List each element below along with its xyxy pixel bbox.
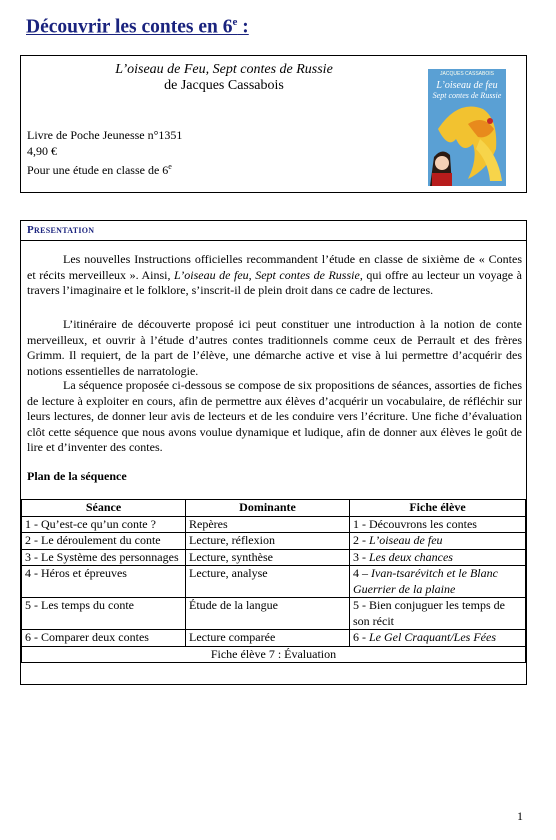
presentation-section: [20, 220, 527, 685]
book-author: de Jacques Cassabois: [164, 78, 284, 93]
cell-fiche: 3 - Les deux chances: [350, 549, 526, 566]
cell-seance: 5 - Les temps du conte: [22, 598, 186, 630]
page-number: 1: [517, 809, 523, 823]
plan-title: Plan de la séquence: [27, 469, 127, 483]
cell-dominante: Lecture, synthèse: [186, 549, 350, 566]
book-purpose: Pour une étude en classe de 6e: [27, 162, 172, 177]
book-cover-image: [428, 69, 506, 186]
cell-fiche: 4 – Ivan-tsarévitch et le Blanc Guerrier de la plaine: [350, 566, 526, 598]
table-row: [22, 549, 526, 566]
table-row: [22, 516, 526, 533]
cell-dominante: Lecture, analyse: [186, 566, 350, 598]
table-row: [22, 566, 526, 598]
page-title: Découvrir les contes en 6e :: [26, 16, 249, 38]
cover-author: JACQUES CASSABOIS: [440, 71, 494, 77]
book-details: [27, 128, 182, 179]
presentation-paragraph-1: Les nouvelles Instructions officielles recommandent l’étude en classe de sixième de « Contes et récits merveilleux ». Ainsi, L’oiseau de feu, Sept contes de Russie, qui offre au lecteur un voyage à travers l’imaginaire et le folklore, s’inscrit-il de plein droit dans ce cadre de lectures.: [27, 252, 522, 297]
section-heading: Presentation: [27, 224, 95, 236]
cell-seance: 3 - Le Système des personnages: [22, 549, 186, 566]
header-fiche: Fiche élève: [350, 500, 526, 517]
table-footer-row: [22, 646, 526, 663]
cell-fiche: 2 - L’oiseau de feu: [350, 533, 526, 550]
cell-dominante: Étude de la langue: [186, 598, 350, 630]
sequence-plan-table: [21, 499, 526, 663]
book-info-box: [20, 55, 527, 193]
cell-dominante: Repères: [186, 516, 350, 533]
cell-seance: 1 - Qu’est-ce qu’un conte ?: [22, 516, 186, 533]
book-price: 4,90 €: [27, 143, 57, 158]
cell-seance: 4 - Héros et épreuves: [22, 566, 186, 598]
header-dominante: Dominante: [186, 500, 350, 517]
presentation-paragraph-3: La séquence proposée ci-dessous se compose de six propositions de séances, assorties de fiches de lecture à exploiter en cours, afin de permettre aux élèves d’acquérir un vocabulaire, de réfléchir sur leurs lectures, de donner leur avis de lecteurs et de les conduire vers l’écriture. Une fiche d’évaluation clôt cette séquence que nous avons voulue dynamique et ludique, afin de donner aux élèves le goût de lire et d’inventer des contes.: [27, 378, 522, 454]
cell-fiche: 6 - Le Gel Craquant/Les Fées: [350, 630, 526, 647]
cell-fiche: 5 - Bien conjuguer les temps de son récit: [350, 598, 526, 630]
cell-seance: 6 - Comparer deux contes: [22, 630, 186, 647]
cover-title: L’oiseau de feu Sept contes de Russie: [432, 80, 502, 100]
presentation-paragraph-2: L’itinéraire de découverte proposé ici peut constituer une introduction à la notion de conte merveilleux, et ouvrir à l’étude d’autres contes traditionnels comme ceux de Perrault et des frères Grimm. Il requiert, de la part de l’élève, une démarche active et vise à lui permettre d’acquérir des notions essentielles de narratologie.: [27, 317, 522, 378]
book-edition: Livre de Poche Jeunesse n°1351: [27, 128, 183, 142]
table-row: [22, 533, 526, 550]
cell-dominante: Lecture comparée: [186, 630, 350, 647]
cell-dominante: Lecture, réflexion: [186, 533, 350, 550]
header-seance: Séance: [22, 500, 186, 517]
cell-seance: 2 - Le déroulement du conte: [22, 533, 186, 550]
table-header-row: [22, 500, 526, 517]
book-title: L’oiseau de Feu, Sept contes de Russie: [115, 62, 333, 77]
table-row: [22, 630, 526, 647]
section-header: [21, 221, 526, 241]
cell-fiche: 1 - Découvrons les contes: [350, 516, 526, 533]
evaluation-cell: Fiche élève 7 : Évaluation: [22, 646, 526, 663]
table-row: [22, 598, 526, 630]
